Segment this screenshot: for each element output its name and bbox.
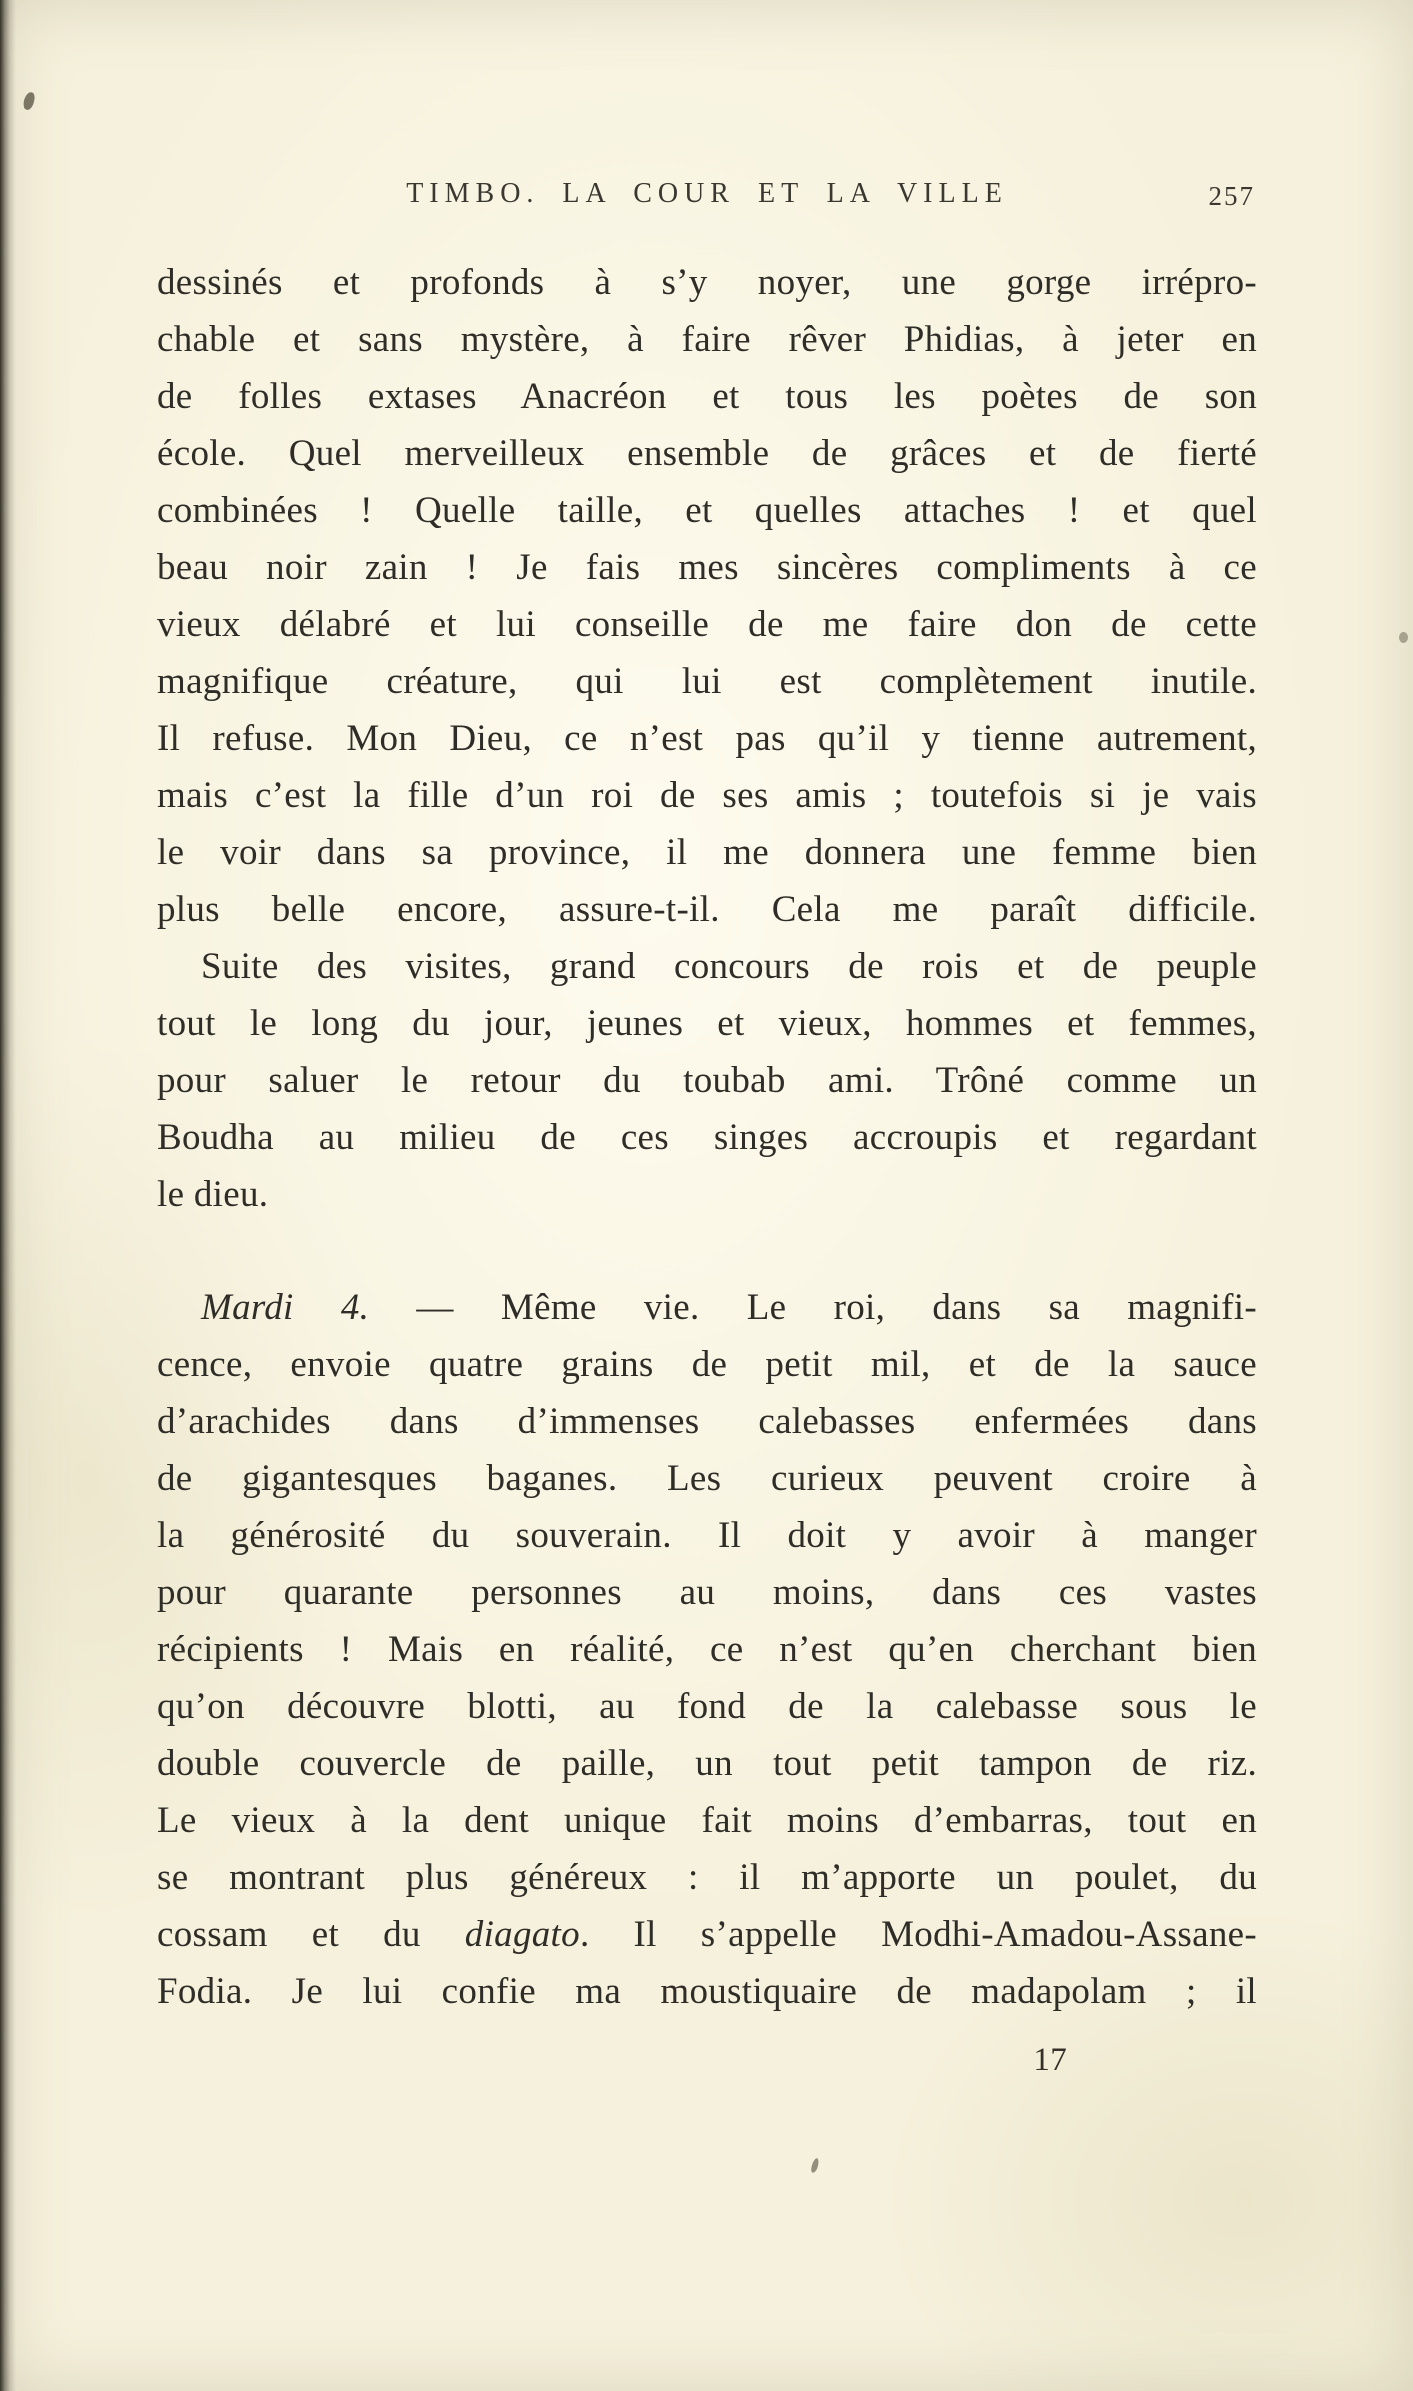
body-line: le voir dans sa province, il me donnera une femme bien (157, 832, 1257, 873)
body-line: de gigantesques baganes. Les curieux peuvent croire à (157, 1458, 1257, 1499)
body-line: double couvercle de paille, un tout petit tampon de riz. (157, 1743, 1257, 1784)
body-line: chable et sans mystère, à faire rêver Phidias, à jeter en (157, 319, 1257, 360)
paragraph-3 (157, 1279, 1257, 2020)
body-line: vieux délabré et lui conseille de me faire don de cette (157, 604, 1257, 645)
running-header-title: TIMBO. LA COUR ET LA VILLE (406, 178, 1008, 209)
body-line: le dieu. (157, 1174, 269, 1215)
date-lead-italic: Mardi 4. (201, 1287, 370, 1328)
body-line: récipients ! Mais en réalité, ce n’est qu’en cherchant bien (157, 1629, 1257, 1670)
body-line: tout le long du jour, jeunes et vieux, hommes et femmes, (157, 1003, 1257, 1044)
body-line: cence, envoie quatre grains de petit mil, et de la sauce (157, 1344, 1257, 1385)
body-line-text: — Même vie. Le roi, dans sa magnifi- (369, 1287, 1258, 1328)
body-line: école. Quel merveilleux ensemble de grâces et de fierté (157, 433, 1257, 474)
paragraph-1 (157, 254, 1257, 938)
body-line: mais c’est la fille d’un roi de ses amis ; toutefois si je vais (157, 775, 1257, 816)
body-line: combinées ! Quelle taille, et quelles attaches ! et quel (157, 490, 1257, 531)
body-line: pour quarante personnes au moins, dans ces vastes (157, 1572, 1257, 1613)
signature-mark: 17 (1033, 2042, 1067, 2078)
paragraph-2 (157, 938, 1257, 1223)
italic-word: diagato (464, 1914, 580, 1955)
scan-left-edge-shadow (0, 0, 16, 2391)
body-text (157, 254, 1257, 2089)
body-line: dessinés et profonds à s’y noyer, une gorge irrépro- (157, 262, 1257, 303)
scan-speck (1399, 632, 1408, 643)
body-line: Suite des visites, grand concours de rois et de peuple (201, 946, 1257, 987)
body-line: la générosité du souverain. Il doit y avoir à manger (157, 1515, 1257, 1556)
scan-speck (22, 91, 36, 111)
body-line: pour saluer le retour du toubab ami. Trôné comme un (157, 1060, 1257, 1101)
body-line (157, 1279, 1257, 1336)
scan-speck (810, 2157, 820, 2173)
text-block (157, 178, 1257, 2089)
body-line: plus belle encore, assure-t-il. Cela me paraît difficile. (157, 889, 1257, 930)
body-line: Boudha au milieu de ces singes accroupis et regardant (157, 1117, 1257, 1158)
body-line: Le vieux à la dent unique fait moins d’embarras, tout en (157, 1800, 1257, 1841)
body-line: Il refuse. Mon Dieu, ce n’est pas qu’il y tienne autrement, (157, 718, 1257, 759)
page-number: 257 (1208, 181, 1255, 211)
body-line: beau noir zain ! Je fais mes sincères compliments à ce (157, 547, 1257, 588)
running-header (157, 178, 1257, 222)
body-line: Fodia. Je lui confie ma moustiquaire de madapolam ; il (157, 1971, 1257, 2012)
body-line: magnifique créature, qui lui est complètement inutile. (157, 661, 1257, 702)
body-line-text: . Il s’appelle Modhi-Amadou-Assane- (579, 1914, 1257, 1955)
body-line (157, 1906, 1257, 1963)
body-line: d’arachides dans d’immenses calebasses enfermées dans (157, 1401, 1257, 1442)
body-line: se montrant plus généreux : il m’apporte un poulet, du (157, 1857, 1257, 1898)
body-line: de folles extases Anacréon et tous les poètes de son (157, 376, 1257, 417)
body-line: qu’on découvre blotti, au fond de la calebasse sous le (157, 1686, 1257, 1727)
body-line-text: cossam et du (157, 1914, 465, 1955)
